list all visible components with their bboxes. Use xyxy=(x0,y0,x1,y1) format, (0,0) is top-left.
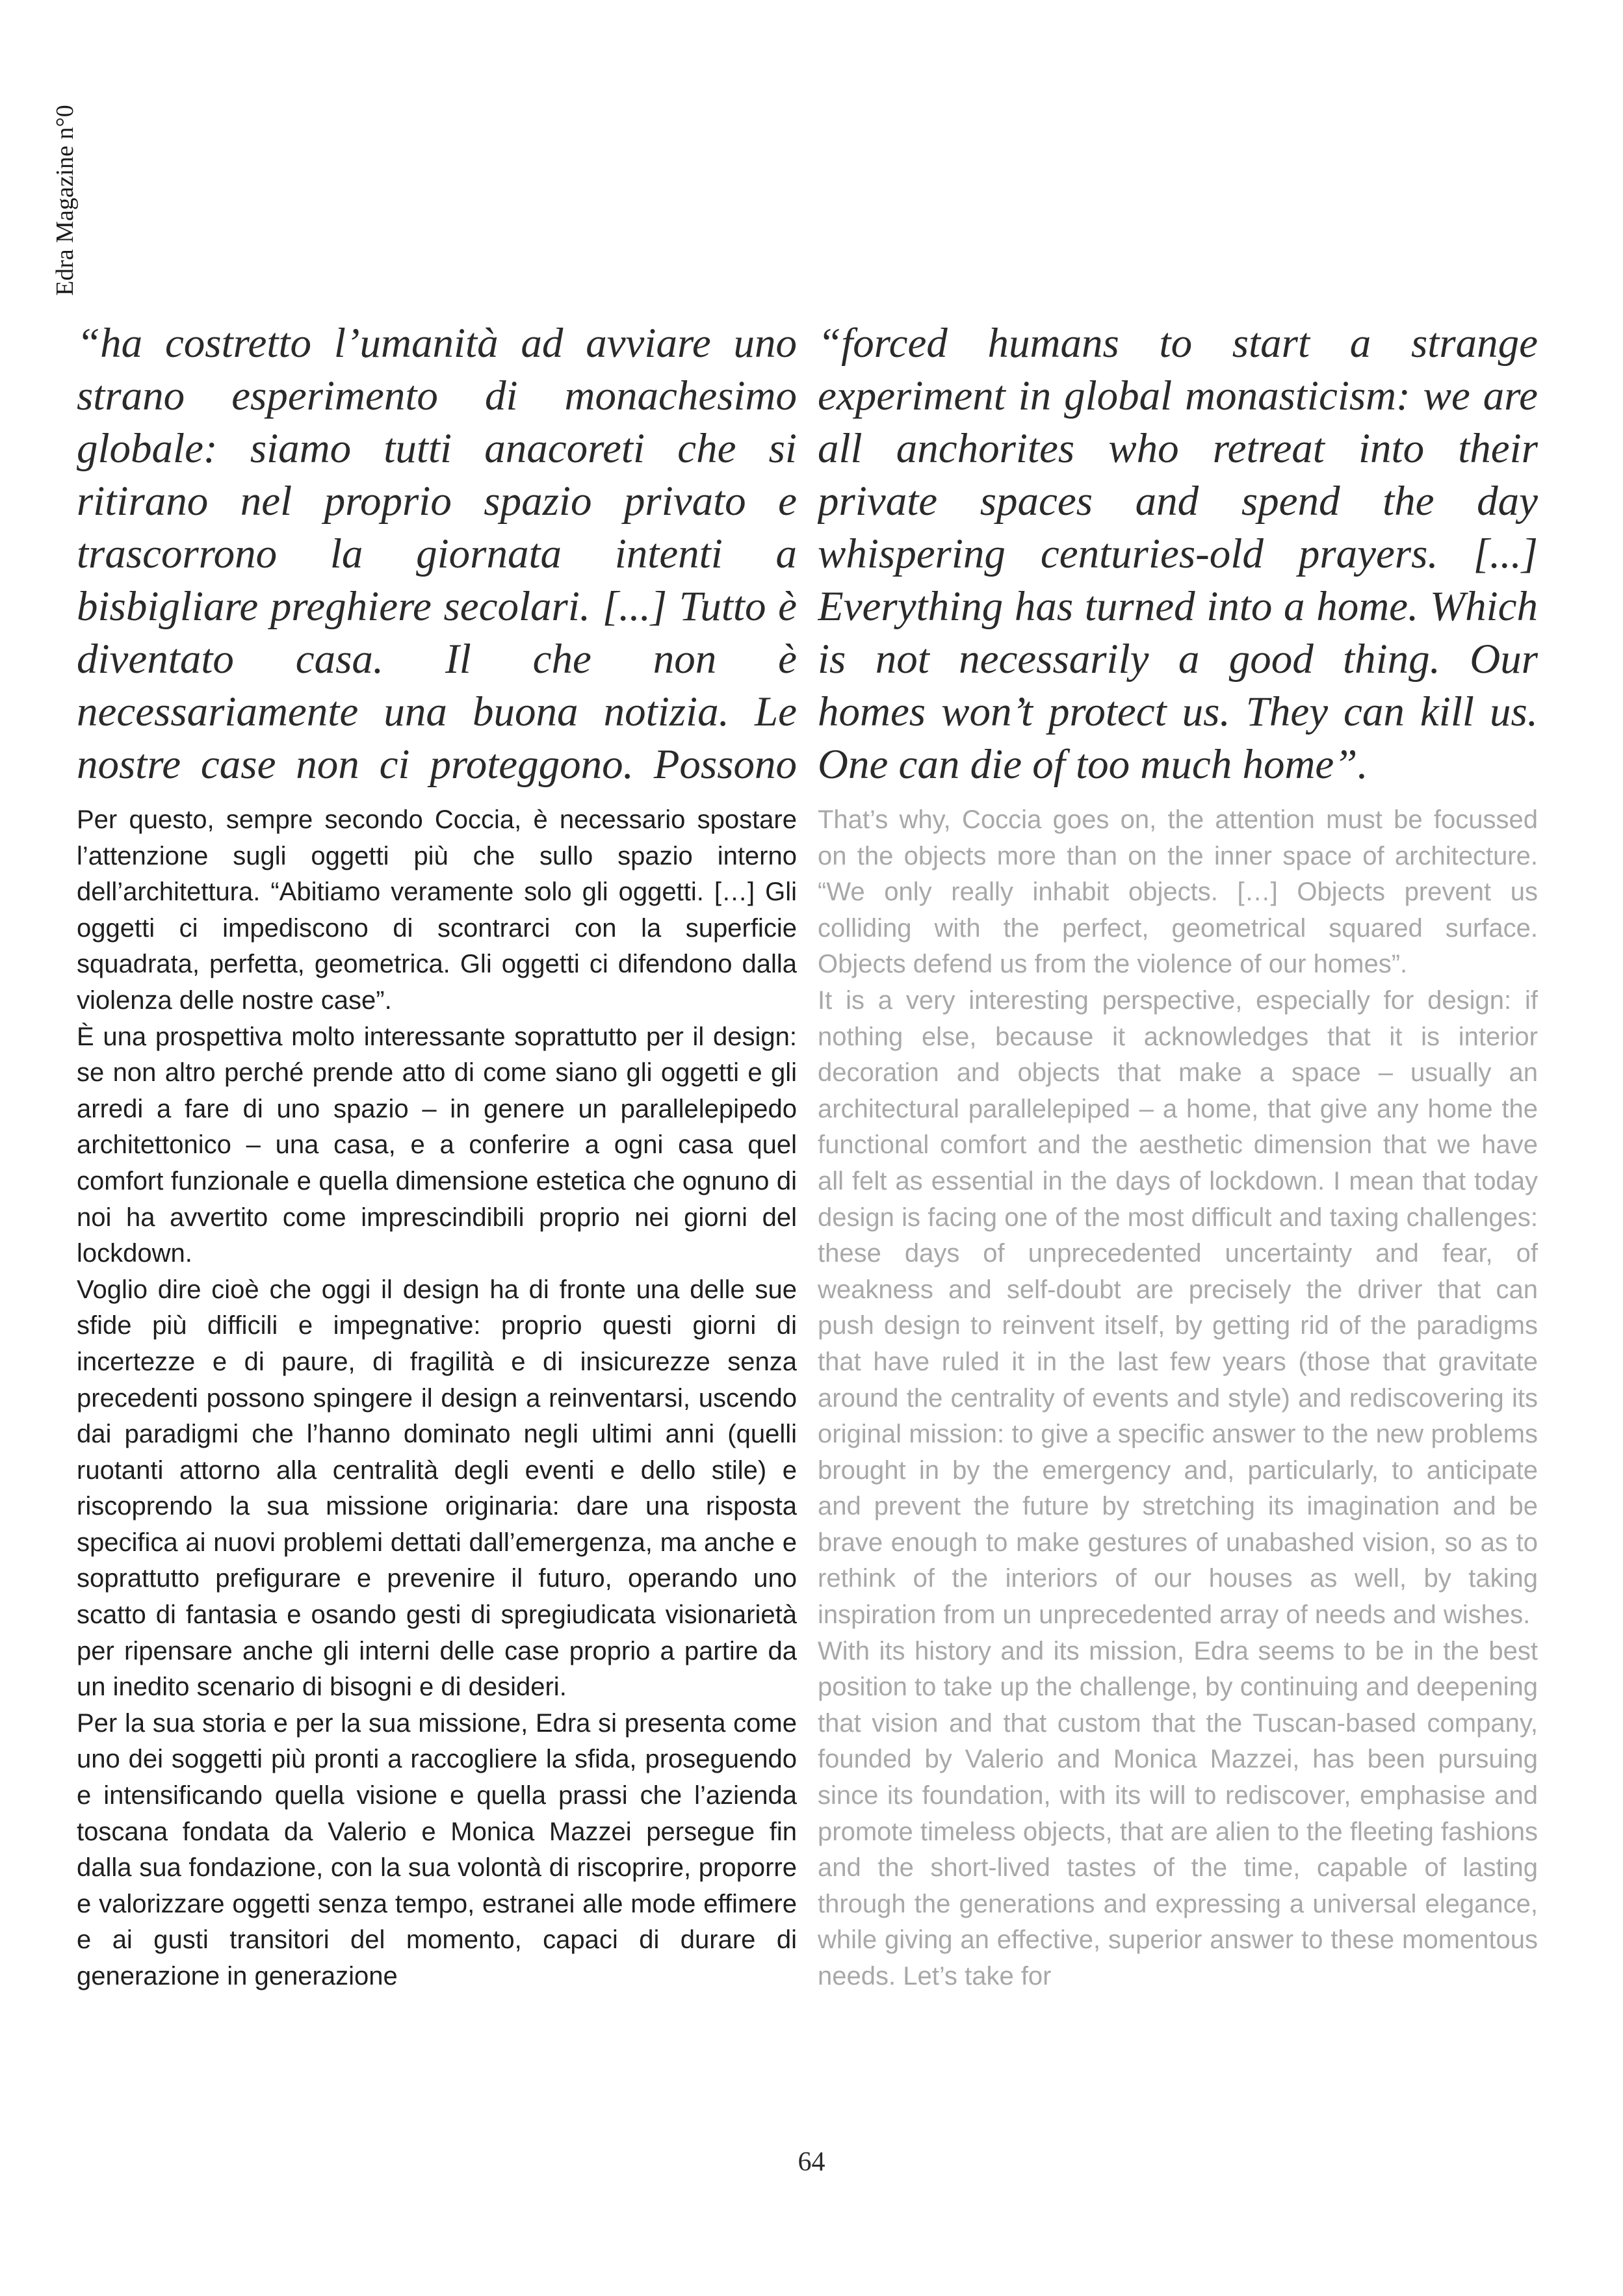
english-pull-quote: “forced humans to start a strange experiment in global monasticism: we are all anchorites who retreat into their private spaces and spend the day whispering centuries-old prayers. [...] Everything has turned into a home. Which is not necessarily a good thing. Our homes won’t protect us. They can kill us. One can die of too much home”. xyxy=(818,320,1538,788)
italian-paragraph: Per questo, sempre secondo Coccia, è necessario spostare l’attenzione sugli oggetti più che sullo spazio interno dell’architettura. “Abitiamo veramente solo gli oggetti. […] Gli oggetti ci impediscono di scontrarci con la superficie squadrata, perfetta, geometrica. Gli oggetti ci difendono dalla violenza delle nostre case”. xyxy=(77,805,797,1015)
italian-paragraph: È una prospettiva molto interessante soprattutto per il design: se non altro perché prende atto di come siano gli oggetti e gli arredi a fare di uno spazio – in genere un parallelepipedo architettonico – una casa, e a conferire a ogni casa quel comfort funzionale e quella dimensione estetica che ognuno di noi ha avvertito come imprescindibili proprio nei giorni del lockdown. xyxy=(77,1022,797,1268)
english-column xyxy=(818,317,1538,1995)
english-paragraph: With its history and its mission, Edra seems to be in the best position to take up the challenge, by continuing and deepening that vision and that custom that the Tuscan-based company, founded by Valerio and Monica Mazzei, has been pursuing since its foundation, with its will to rediscover, emphasise and promote timeless objects, that are alien to the fleeting fashions and the short-lived tastes of the time, capable of lasting through the generations and expressing a universal elegance, while giving an effective, superior answer to these momentous needs. Let’s take for xyxy=(818,1636,1538,1990)
running-title: Edra Magazine n°0 xyxy=(51,105,79,296)
english-paragraph: It is a very interesting perspective, especially for design: if nothing else, because it acknowledges that it is interior decoration and objects that make a space – usually an architectural parallelepiped – a home, that give any home the functional comfort and the aesthetic dimension that we have all felt as essential in the days of lockdown. I mean that today design is facing one of the most difficult and taxing challenges: these days of unprecedented uncertainty and fear, of weakness and self-doubt are precisely the driver that can push design to reinvent itself, by getting rid of the paradigms that have ruled it in the last few years (those that gravitate around the centrality of events and style) and rediscovering its original mission: to give a specific answer to the new problems brought in by the emergency and, particularly, to anticipate and prevent the future by stretching its imagination and be brave enough to make gestures of unabashed vision, so as to rethink of the interiors of our houses as well, by taking inspiration from un unprecedented array of needs and wishes. xyxy=(818,985,1538,1630)
italian-column xyxy=(77,317,797,1995)
page-number: 64 xyxy=(798,2147,825,2177)
english-body xyxy=(818,802,1538,1995)
italian-paragraph: Voglio dire cioè che oggi il design ha di fronte una delle sue sfide più difficili e impegnative: proprio questi giorni di incertezze e di paure, di fragilità e di insicurezze senza precedenti possono spingere il design a reinventarsi, uscendo dai paradigmi che l’hanno dominato negli ultimi anni (quelli ruotanti attorno alla centralità degli eventi e dello stile) e riscoprendo la sua missione originaria: dare una risposta specifica ai nuovi problemi dettati dall’emergenza, ma anche e soprattutto prefigurare e prevenire il futuro, operando uno scatto di fantasia e osando gesti di spregiudicata visionarietà per ripensare anche gli interni delle case proprio a partire da un inedito scenario di bisogni e di desideri. xyxy=(77,1275,797,1702)
english-paragraph: That’s why, Coccia goes on, the attention must be focussed on the objects more than on the inner space of architecture. “We only really inhabit objects. […] Objects prevent us colliding with the perfect, geometrical squared surface. Objects defend us from the violence of our homes”. xyxy=(818,805,1538,979)
italian-body xyxy=(77,802,797,1995)
italian-pull-quote: “ha costretto l’umanità ad avviare uno strano esperimento di monachesimo globale: siamo tutti anacoreti che si ritirano nel proprio spazio privato e trascorrono la giornata intenti a bisbigliare preghiere secolari. [...] Tutto è diventato casa. Il che non è necessariamente una buona notizia. Le nostre case non ci proteggono. Possono xyxy=(77,320,797,788)
italian-paragraph: Per la sua storia e per la sua missione, Edra si presenta come uno dei soggetti più pronti a raccogliere la sfida, proseguendo e intensificando quella visione e quella prassi che l’azienda toscana fondata da Valerio e Monica Mazzei persegue fin dalla sua fondazione, con la sua volontà di riscoprire, proporre e valorizzare oggetti senza tempo, estranei alle mode effimere e ai gusti transitori del momento, capaci di durare di generazione in generazione xyxy=(77,1708,797,1990)
